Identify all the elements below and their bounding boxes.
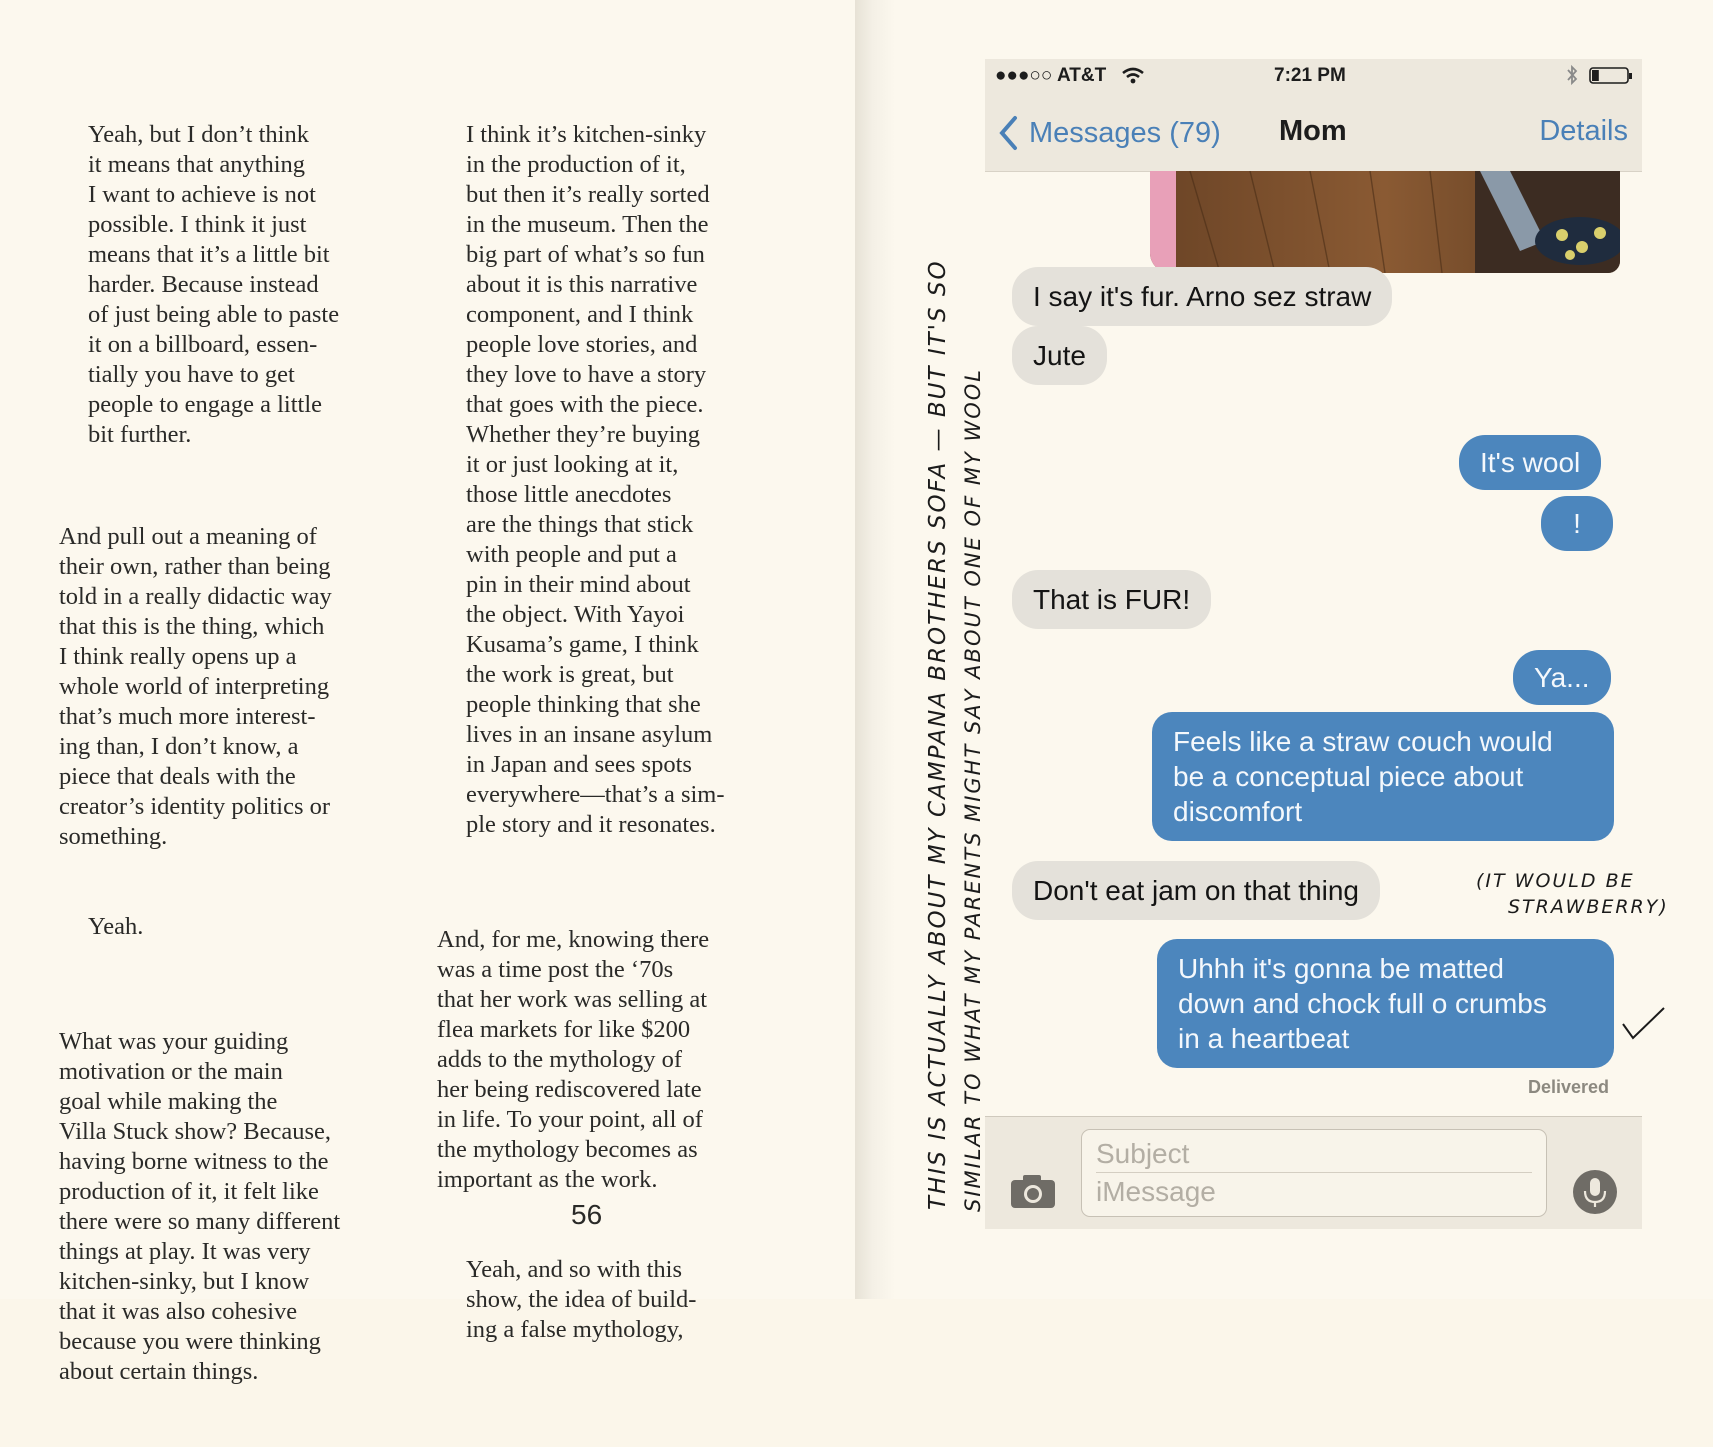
message-input[interactable] xyxy=(1081,1129,1547,1217)
back-button[interactable] xyxy=(997,115,1221,151)
details-button[interactable]: Details xyxy=(1539,115,1628,147)
wifi-icon xyxy=(1121,67,1145,85)
battery-icon xyxy=(1589,66,1635,86)
back-label: Messages (79) xyxy=(1029,116,1221,149)
handwritten-aside-2: STRAWBERRY) xyxy=(1508,896,1669,918)
paragraph: Yeah, but I don’t think it means that anything I want to achieve is not possible. I think it just means that it’s a little bit harder. Because instead of just being able to paste it on a billboard, essen- tially you have to get people to engage a little bit further. xyxy=(88,121,340,448)
paragraph: Yeah, and so with this show, the idea of build- ing a false mythology, xyxy=(466,1256,697,1343)
carrier-label: ●●●○○ AT&T xyxy=(995,65,1107,86)
conversation-title: Mom xyxy=(1279,115,1347,147)
message-bubble[interactable]: Ya... xyxy=(1513,650,1611,705)
paragraph: I think it’s kitchen-sinky in the production of it, but then it’s really sorted in the museum. Then the big part of what’s so fun about it is this narrative component, and I think people love stories, and they love to have a story that goes with the piece. Whether they’re buying it or just looking at it, those little anecdotes are the things that stick with people and put a pin in their mind about the object. With Yayoi Kusama’s game, I think the work is great, but people thinking that she lives in an insane asylum in Japan and sees spots everywhere—that’s a sim- ple story and it resonates. xyxy=(466,121,725,838)
status-time: 7:21 PM xyxy=(1274,65,1346,86)
message-bubble[interactable]: Jute xyxy=(1012,326,1107,385)
status-bar xyxy=(985,59,1642,93)
chevron-left-icon xyxy=(997,115,1021,151)
message-bubble[interactable]: Feels like a straw couch would be a conceptual piece about discomfort xyxy=(1152,712,1614,841)
message-bubble[interactable]: ! xyxy=(1541,496,1613,551)
sofa-photo-image xyxy=(1150,171,1620,273)
paragraph: And, for me, knowing there was a time post the ‘70s that her work was selling at flea markets for like $200 adds to the mythology of her being rediscovered late in life. To your point, all of the mythology becomes as important as the work. xyxy=(437,926,710,1193)
message-bubble[interactable]: Uhhh it's gonna be matted down and chock full o crumbs in a heartbeat xyxy=(1157,939,1614,1068)
handwritten-aside-1: (IT WOULD BE xyxy=(1476,870,1635,892)
paragraph: What was your guiding motivation or the main goal while making the Villa Stuck show? Because, having borne witness to the production of it, it felt like there were so many different things at play. It was very kitchen-sinky, but I know that it was also cohesive because you were thinking about certain things. xyxy=(59,1028,341,1385)
message-bubble[interactable]: That is FUR! xyxy=(1012,570,1211,629)
left-page xyxy=(0,0,855,1385)
handwritten-note-line-1: THIS IS ACTUALLY ABOUT MY CAMPANA BROTHERS SOFA — BUT IT'S SO xyxy=(925,259,951,1210)
input-bar xyxy=(985,1116,1642,1229)
delivered-status: Delivered xyxy=(1528,1077,1610,1097)
message-bubble[interactable]: I say it's fur. Arno sez straw xyxy=(1012,267,1392,326)
photo-message[interactable] xyxy=(1150,171,1620,273)
camera-icon[interactable] xyxy=(1010,1173,1056,1209)
message-bubble[interactable]: It's wool xyxy=(1459,435,1601,490)
imessage-placeholder: iMessage xyxy=(1096,1176,1216,1207)
paragraph: Yeah. xyxy=(88,913,144,940)
microphone-icon[interactable] xyxy=(1572,1169,1618,1215)
subject-placeholder: Subject xyxy=(1096,1138,1190,1169)
text-column-1 xyxy=(59,60,340,1447)
checkmark-icon xyxy=(1620,1004,1668,1044)
paragraph: And pull out a meaning of their own, rather than being told in a really didactic way that this is the thing, which I think really opens up a whole world of interpreting that’s much more interest- ing than, I don’t know, a piece that deals with the creator’s identity politics or something. xyxy=(59,523,332,850)
nav-bar xyxy=(985,93,1642,172)
handwritten-note-line-2: SIMILAR TO WHAT MY PARENTS MIGHT SAY ABOUT ONE OF MY WOOL xyxy=(961,368,985,1212)
input-divider xyxy=(1096,1172,1532,1173)
bluetooth-icon xyxy=(1565,64,1579,86)
phone-screenshot xyxy=(985,59,1642,1228)
page-number: 56 xyxy=(571,1199,603,1230)
message-bubble[interactable]: Don't eat jam on that thing xyxy=(1012,861,1380,920)
